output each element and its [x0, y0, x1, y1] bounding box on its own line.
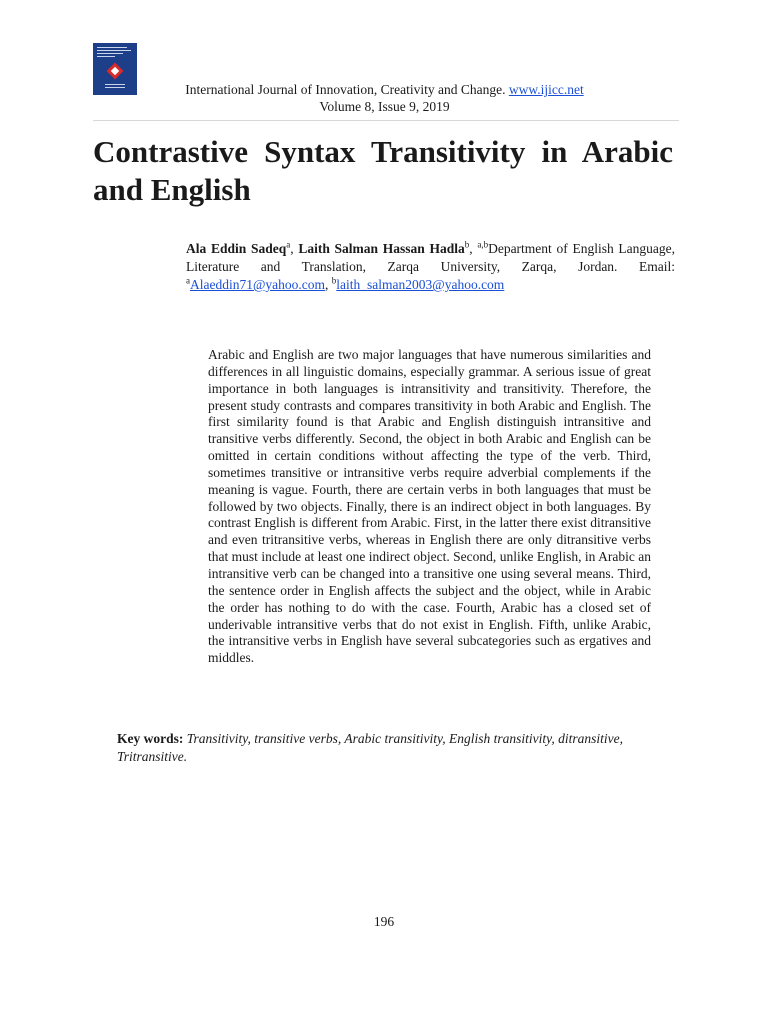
journal-logo [93, 43, 137, 95]
abstract-text: Arabic and English are two major languages that have numerous similarities and differences in all linguistic domains, especially grammar. A serious issue of great importance in both languages is intransitivity and transitivity. Therefore, the present study contrasts and compares transitivity in both Arabic and English. The first similarity found is that Arabic and English distinguish intransitive and transitive verbs differently. Second, the object in both Arabic and English can be omitted in certain conditions without affecting the type of the verb. Third, sometimes transitive or intransitive verbs require adverbial complements if the meaning is vague. Fourth, there are certain verbs in both languages that must be followed by two objects. Finally, there is an indirect object in both languages. By contrast English is different from Arabic. First, in the latter there exist ditransitive and even tritransitive verbs, whereas in English there are only ditransitive verbs that must include at least one indirect object. Second, unlike English, in Arabic an intransitive verb can be changed into a transitive one using several means. Third, the sentence order in English affects the subject and the object, while in Arabic the order has nothing to do with the case. Fourth, Arabic has a closed set of underivable intransitive verbs that do not exist in English. Fifth, unlike Arabic, the intransitive verbs in English have several subcategories such as ergatives and middles. [208, 347, 651, 666]
author-superscript: b [464, 239, 470, 250]
volume-issue: Volume 8, Issue 9, 2019 [319, 99, 450, 114]
page-number: 196 [373, 914, 395, 929]
email-link[interactable]: laith_salman2003@yahoo.com [336, 277, 505, 292]
logo-text-line [97, 53, 123, 54]
logo-text-line [97, 47, 127, 48]
journal-name: International Journal of Innovation, Creativity and Change. [185, 82, 506, 97]
author-name: Laith Salman Hassan Hadla [298, 241, 465, 256]
journal-line [137, 81, 632, 98]
email-superscript: b [331, 275, 337, 286]
paper-title: Contrastive Syntax Transitivity in Arabic and English [93, 134, 673, 207]
logo-text-line [97, 50, 131, 51]
keywords [117, 730, 649, 766]
running-header [137, 81, 632, 115]
affiliation-superscript: a,b [477, 239, 489, 250]
logo-text-line [97, 56, 115, 57]
logo-text-line [105, 87, 125, 88]
email-link[interactable]: Alaeddin71@yahoo.com [190, 277, 326, 292]
header-divider [93, 120, 679, 121]
author-name: Ala Eddin Sadeq [186, 241, 287, 256]
keywords-label: Key words: [117, 731, 184, 746]
logo-diamond-icon [106, 62, 124, 80]
journal-url-link[interactable]: www.ijicc.net [508, 82, 584, 97]
affiliation: Department of English Language, Literature and Translation, Zarqa University, Zarqa, Jordan. Email: [186, 241, 676, 274]
email-superscript: a [186, 275, 190, 286]
logo-text-line [105, 84, 125, 85]
author-superscript: a [286, 239, 291, 250]
keywords-list: Transitivity, transitive verbs, Arabic transitivity, English transitivity, ditransitive, Tritransitive. [117, 731, 623, 764]
author-block: Ala Eddin Sadeq$^a$, Laith Salman Hassan Hadla$^b$, $^{a,b}$Department of English Language, Literature and Translation, Zarqa University, Zarqa, Jordan. Email: $^a$Alaeddin71@yahoo.com, $^b$laith_salman2003@yahoo.com [186, 239, 676, 292]
